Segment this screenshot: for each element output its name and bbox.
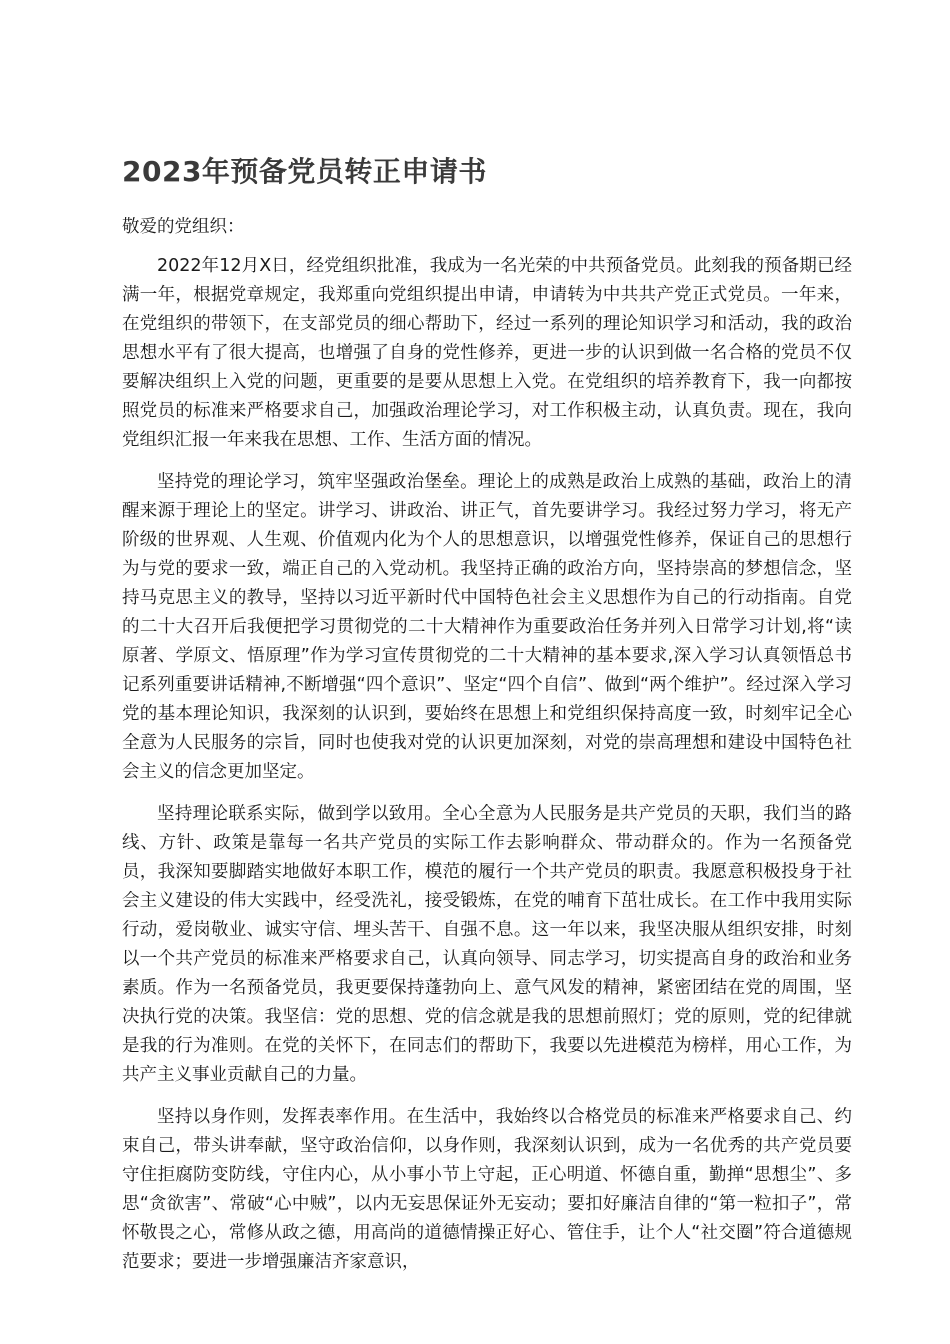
document-title: 2023年预备党员转正申请书 [122, 155, 487, 188]
paragraph-theory-study: 坚持党的理论学习，筑牢坚强政治堡垒。理论上的成熟是政治上成熟的基础，政治上的清醒来源于理论上的坚定。讲学习、讲政治、讲正气，首先要讲学习。我经过努力学习，将无产阶级的世界观、人生观、价值观内化为个人的思想意识，以增强党性修养，保证自己的思想行为与党的要求一致，端正自己的入党动机。我坚持正确的政治方向，坚持崇高的梦想信念，坚持马克思主义的教导，坚持以习近平新时代中国特色社会主义思想作为自己的行动指南。自党的二十大召开后我便把学习贯彻党的二十大精神作为重要政治任务并列入日常学习计划,将“读原著、学原文、悟原理”作为学习宣传贯彻党的二十大精神的基本要求,深入学习认真领悟总书记系列重要讲话精神,不断增强“四个意识”、坚定“四个自信”、做到“两个维护”。经过深入学习党的基本理论知识，我深刻的认识到，要始终在思想上和党组织保持高度一致，时刻牢记全心全意为人民服务的宗旨，同时也使我对党的认识更加深刻，对党的崇高理想和建设中国特色社会主义的信念更加坚定。 [122, 472, 852, 782]
document-page [122, 150, 852, 1277]
salutation: 敬爱的党组织： [122, 217, 245, 237]
paragraph-example: 坚持以身作则，发挥表率作用。在生活中，我始终以合格党员的标准来严格要求自己、约束自己，带头讲奉献，坚守政治信仰，以身作则，我深刻认识到，成为一名优秀的共产党员要守住拒腐防变防线，守住内心，从小事小节上守起，正心明道、怀德自重，勤掸“思想尘”、多思“贪欲害”、常破“心中贼”，以内无妄思保证外无妄动；要扣好廉洁自律的“第一粒扣子”，常怀敬畏之心，常修从政之德，用高尚的道德情操正好心、管住手，让个人“社交圈”符合道德规范要求；要进一步增强廉洁齐家意识， [122, 1107, 852, 1272]
paragraph-practice: 坚持理论联系实际，做到学以致用。全心全意为人民服务是共产党员的天职，我们当的路线、方针、政策是靠每一名共产党员的实际工作去影响群众、带动群众的。作为一名预备党员，我深知要脚踏实地做好本职工作，模范的履行一个共产党员的职责。我愿意积极投身于社会主义建设的伟大实践中，经受洗礼，接受锻炼，在党的哺育下茁壮成长。在工作中我用实际行动，爱岗敬业、诚实守信、埋头苦干、自强不息。这一年以来，我坚决服从组织安排，时刻以一个共产党员的标准来严格要求自己，认真向领导、同志学习，切实提高自身的政治和业务素质。作为一名预备党员，我更要保持蓬勃向上、意气风发的精神，紧密团结在党的周围，坚决执行党的决策。我坚信：党的思想、党的信念就是我的思想前照灯；党的原则，党的纪律就是我的行为准则。在党的关怀下，在同志们的帮助下，我要以先进模范为榜样，用心工作，为共产主义事业贡献自己的力量。 [122, 804, 852, 1085]
paragraph-intro: 2022年12月X日，经党组织批准，我成为一名光荣的中共预备党员。此刻我的预备期已经满一年，根据党章规定，我郑重向党组织提出申请，申请转为中共共产党正式党员。一年来，在党组织的带领下，在支部党员的细心帮助下，经过一系列的理论知识学习和活动，我的政治思想水平有了很大提高，也增强了自身的党性修养，更进一步的认识到做一名合格的党员不仅要解决组织上入党的问题，更重要的是要从思想上入党。在党组织的培养教育下，我一向都按照党员的标准来严格要求自己，加强政治理论学习，对工作积极主动，认真负责。现在，我向党组织汇报一年来我在思想、工作、生活方面的情况。 [122, 256, 852, 450]
